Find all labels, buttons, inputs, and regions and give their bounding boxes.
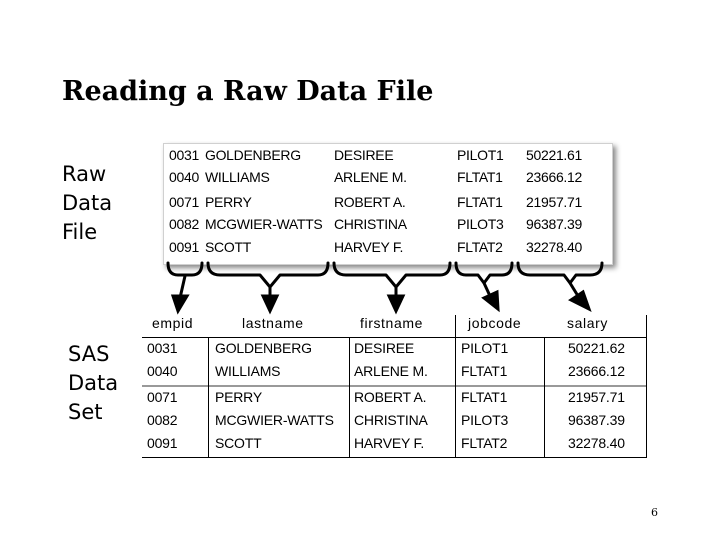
table-cell: 0091 [147, 435, 178, 451]
lastname-arrowhead [263, 296, 277, 311]
header-rule [142, 337, 647, 338]
label-line: Data [68, 371, 119, 395]
column-header-firstname: firstname [360, 315, 423, 331]
raw-field: 32278.40 [526, 239, 582, 255]
raw-field: GOLDENBERG [205, 147, 301, 163]
table-cell: DESIREE [354, 340, 415, 356]
table-cell: CHRISTINA [354, 412, 428, 428]
column-divider [646, 315, 647, 457]
raw-field: PERRY [205, 194, 252, 210]
firstname-bracket [334, 263, 450, 287]
raw-field: WILLIAMS [205, 169, 270, 185]
jobcode-arrowhead [484, 292, 498, 309]
raw-field: 96387.39 [526, 216, 582, 232]
raw-field: DESIREE [334, 147, 394, 163]
table-cell: PILOT1 [461, 340, 509, 356]
raw-field: PILOT3 [457, 216, 504, 232]
table-cell: SCOTT [215, 435, 262, 451]
table-cell: 50221.62 [568, 340, 625, 356]
table-cell: 21957.71 [568, 389, 625, 405]
column-divider [455, 315, 456, 457]
table-cell: HARVEY F. [354, 435, 425, 451]
label-line: Raw [62, 162, 107, 186]
table-bottom-rule [142, 457, 647, 458]
page-number: 6 [651, 506, 658, 519]
raw-field: MCGWIER-WATTS [205, 216, 323, 232]
raw-field: CHRISTINA [334, 216, 407, 232]
raw-field: FLTAT1 [457, 194, 503, 210]
column-header-jobcode: jobcode [468, 315, 522, 331]
raw-field: ARLENE M. [334, 169, 407, 185]
table-cell: GOLDENBERG [215, 340, 312, 356]
table-cell: 0082 [147, 412, 178, 428]
column-header-empid: empid [152, 315, 194, 331]
raw-field: FLTAT2 [457, 239, 503, 255]
column-divider [544, 337, 545, 457]
salary-arrowhead [571, 292, 589, 309]
jobcode-bracket [456, 263, 512, 283]
table-cell: FLTAT1 [461, 363, 508, 379]
lastname-bracket [208, 263, 328, 287]
raw-field: 0071 [169, 194, 199, 210]
table-cell: 32278.40 [568, 435, 625, 451]
column-divider [349, 337, 350, 457]
column-header-lastname: lastname [242, 315, 304, 331]
raw-field: 0031 [169, 147, 199, 163]
salary-arrow-line [570, 283, 578, 296]
label-line: Set [68, 400, 103, 424]
raw-field: 23666.12 [526, 169, 582, 185]
raw-field: 50221.61 [526, 147, 582, 163]
raw-field: PILOT1 [457, 147, 504, 163]
table-cell: FLTAT1 [461, 389, 508, 405]
table-cell: 0040 [147, 363, 178, 379]
raw-field: HARVEY F. [334, 239, 404, 255]
slide-title: Reading a Raw Data File [62, 76, 434, 107]
empid-bracket [168, 263, 202, 275]
empid-arrowhead [173, 296, 187, 311]
table-cell: PILOT3 [461, 412, 509, 428]
salary-bracket [518, 263, 602, 283]
table-cell: MCGWIER-WATTS [215, 412, 334, 428]
column-divider [208, 337, 209, 457]
raw-field: FLTAT1 [457, 169, 503, 185]
table-cell: 23666.12 [568, 363, 625, 379]
label-line: Data [62, 191, 113, 215]
raw-field: ROBERT A. [334, 194, 406, 210]
table-cell: ROBERT A. [354, 389, 427, 405]
sas-data-set-table [142, 315, 647, 458]
table-cell: 0031 [147, 340, 178, 356]
raw-field: SCOTT [205, 239, 251, 255]
row-group-rule [142, 385, 647, 387]
table-cell: FLTAT2 [461, 435, 508, 451]
table-cell: 96387.39 [568, 412, 625, 428]
table-cell: ARLENE M. [354, 363, 428, 379]
table-cell: 0071 [147, 389, 178, 405]
label-line: File [62, 220, 98, 244]
label-line: SAS [68, 342, 110, 366]
column-header-salary: salary [567, 315, 608, 331]
raw-field: 0040 [169, 169, 199, 185]
firstname-arrowhead [389, 296, 403, 311]
table-cell: WILLIAMS [215, 363, 281, 379]
table-header [142, 315, 647, 337]
table-cell: PERRY [215, 389, 262, 405]
raw-field: 0091 [169, 239, 199, 255]
raw-field: 0082 [169, 216, 199, 232]
raw-field: 21957.71 [526, 194, 582, 210]
